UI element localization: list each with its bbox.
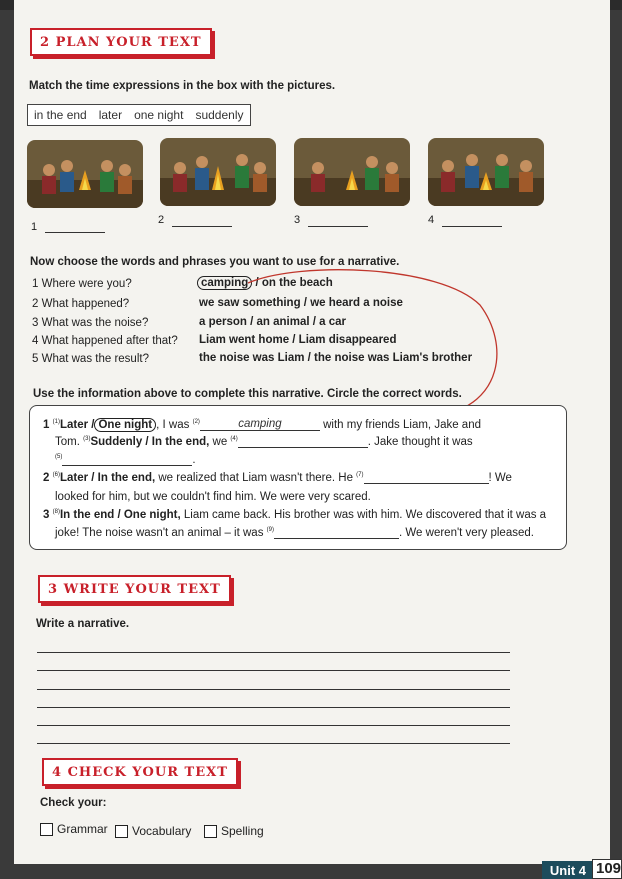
option-text[interactable]: Suddenly / In the end, <box>90 436 210 448</box>
gap-number: (7) <box>356 472 364 479</box>
answer-line[interactable] <box>442 226 502 227</box>
handwritten-answer: camping <box>238 418 282 430</box>
picture-number: 1 <box>31 221 38 233</box>
narrative-line-4 <box>43 472 512 484</box>
narrative-text: , I was <box>156 419 190 431</box>
picture-number: 2 <box>158 214 165 226</box>
writing-line[interactable] <box>37 707 510 708</box>
gap-9-input[interactable] <box>274 538 399 539</box>
narrative-text: . Jake thought it was <box>367 436 473 448</box>
narrative-line-3 <box>55 454 196 466</box>
picture-number: 4 <box>428 214 435 226</box>
checkbox[interactable] <box>204 825 217 838</box>
gap-number: (8) <box>52 509 60 516</box>
campfire-illustration <box>160 138 276 206</box>
gap-2-input[interactable] <box>200 418 320 431</box>
gap-5-input[interactable] <box>62 465 192 466</box>
check-label-text: Spelling <box>221 824 264 838</box>
check-vocabulary[interactable] <box>115 824 191 838</box>
narrative-text: . <box>192 454 196 466</box>
checkbox[interactable] <box>115 825 128 838</box>
section-2-title: 2 PLAN YOUR TEXT <box>40 35 202 50</box>
gap-number: (3) <box>83 436 91 443</box>
question-3: 3 What was the noise? <box>32 317 149 329</box>
narrative-text: Tom. <box>55 436 80 448</box>
gap-4-input[interactable] <box>238 447 368 448</box>
answer-text: / on the beach <box>252 277 333 289</box>
answer-options-2: we saw something / we heard a noise <box>199 297 403 309</box>
picture-4 <box>428 138 544 206</box>
writing-line[interactable] <box>37 743 510 744</box>
picture-2 <box>160 138 276 206</box>
section-2-header <box>30 28 212 56</box>
gap-number: (4) <box>230 436 238 443</box>
circled-answer[interactable]: camping <box>197 276 252 290</box>
word-box <box>27 104 251 126</box>
campfire-illustration <box>294 138 410 206</box>
narrative-line-5: looked for him, but we couldn't find him. We were very scared. <box>55 491 371 503</box>
question-1: 1 Where were you? <box>32 278 132 290</box>
narrative-line-7 <box>55 527 534 539</box>
narrative-line-1 <box>43 418 481 431</box>
word-box-item: later <box>98 108 123 122</box>
word-box-item: one night <box>134 108 184 122</box>
option-text[interactable]: Later / <box>59 419 95 431</box>
section-3-title: 3 WRITE YOUR TEXT <box>48 582 221 597</box>
narrative-text: . We weren't very pleased. <box>399 527 534 539</box>
narrative-text: ! We <box>488 472 512 484</box>
gap-number: (6) <box>52 472 60 479</box>
writing-line[interactable] <box>37 652 510 653</box>
circled-option[interactable]: One night <box>94 418 156 432</box>
check-spelling[interactable] <box>204 824 264 838</box>
narrative-line-2 <box>55 436 473 448</box>
question-2: 2 What happened? <box>32 298 130 310</box>
paragraph-number: 2 <box>43 472 50 484</box>
answer-line[interactable] <box>308 226 368 227</box>
checkbox[interactable] <box>40 823 53 836</box>
choose-instruction: Now choose the words and phrases you want to use for a narrative. <box>30 256 400 268</box>
narrative-text: with my friends Liam, Jake and <box>323 419 481 431</box>
question-4: 4 What happened after that? <box>32 335 178 347</box>
complete-instruction: Use the information above to complete this narrative. Circle the correct words. <box>33 388 462 400</box>
answer-options-3: a person / an animal / a car <box>199 316 347 328</box>
option-text[interactable]: Later / In the end, <box>59 472 156 484</box>
narrative-text: we <box>209 436 228 448</box>
narrative-text: we realized that Liam wasn't there. He <box>155 472 353 484</box>
page-number: 109 <box>592 859 622 879</box>
campfire-illustration <box>27 140 143 208</box>
campfire-illustration <box>428 138 544 206</box>
answer-line[interactable] <box>45 232 105 233</box>
gap-number: (2) <box>192 419 200 426</box>
picture-3 <box>294 138 410 206</box>
option-text[interactable]: In the end / One night, <box>59 509 181 521</box>
writing-line[interactable] <box>37 689 510 690</box>
picture-number: 3 <box>294 214 301 226</box>
gap-number: (1) <box>52 419 60 426</box>
gap-7-input[interactable] <box>364 483 489 484</box>
write-instruction: Write a narrative. <box>36 618 130 630</box>
match-instruction: Match the time expressions in the box with the pictures. <box>29 80 336 92</box>
section-3-header <box>38 575 231 603</box>
narrative-text: joke! The noise wasn't an animal – it was <box>55 527 264 539</box>
section-4-title: 4 CHECK YOUR TEXT <box>52 765 228 780</box>
section-4-header <box>42 758 238 786</box>
writing-line[interactable] <box>37 725 510 726</box>
unit-tab: Unit 4 <box>542 861 594 879</box>
question-5: 5 What was the result? <box>32 353 149 365</box>
gap-number: (9) <box>266 527 275 534</box>
word-box-item: in the end <box>34 108 87 122</box>
check-grammar[interactable] <box>40 822 108 836</box>
word-box-item: suddenly <box>195 108 244 122</box>
narrative-line-6 <box>43 509 546 521</box>
narrative-text: Liam came back. His brother was with him. We discovered that it was a <box>180 509 547 521</box>
writing-line[interactable] <box>37 670 510 671</box>
gap-number: (5) <box>55 454 63 461</box>
check-label-text: Grammar <box>57 822 108 836</box>
answer-options-4: Liam went home / Liam disappeared <box>199 334 397 346</box>
paragraph-number: 1 <box>43 419 50 431</box>
paragraph-number: 3 <box>43 509 50 521</box>
check-label: Check your: <box>40 797 107 809</box>
picture-1 <box>27 140 143 208</box>
check-label-text: Vocabulary <box>132 824 192 838</box>
answer-options-5: the noise was Liam / the noise was Liam's brother <box>199 352 473 364</box>
answer-line[interactable] <box>172 226 232 227</box>
